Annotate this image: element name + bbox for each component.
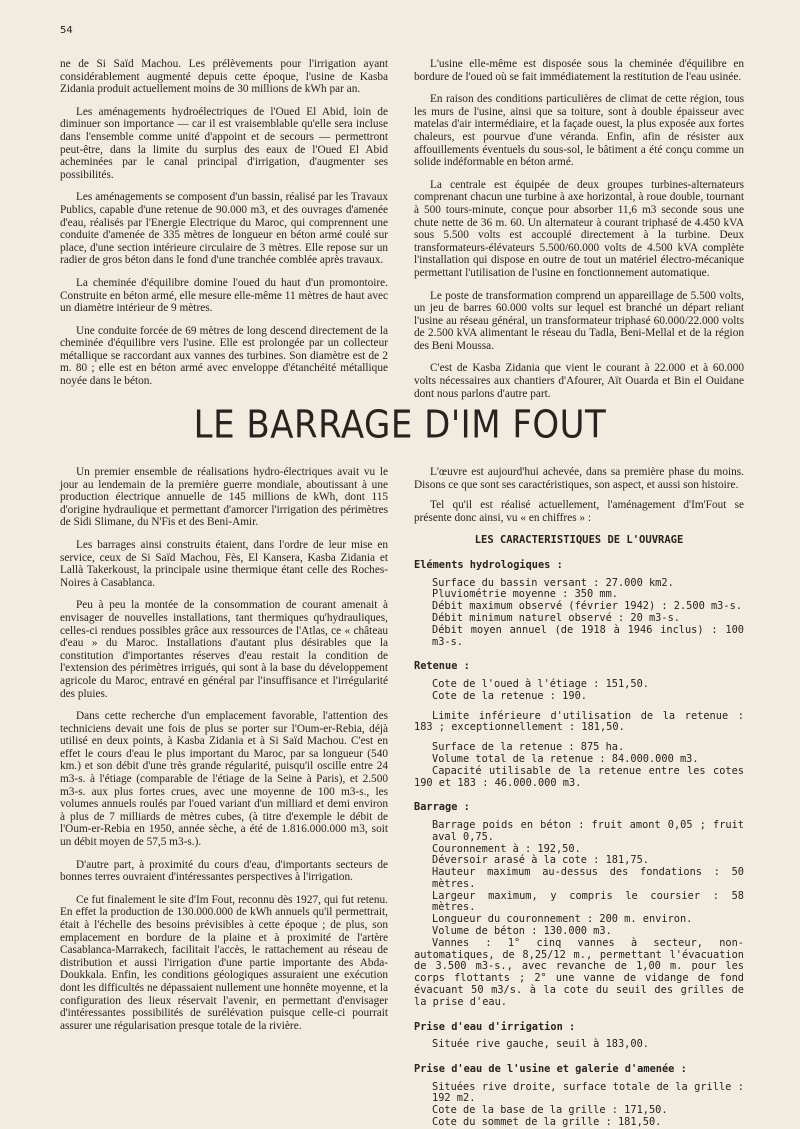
spec-line: Longueur du couronnement : 200 m. environ.: [432, 913, 693, 926]
paragraph: Une conduite forcée de 69 mètres de long descend directement de la cheminée d'équilibre vers l'usine. Elle est prolongée par un collecteur métallique se raccordant aux vannes des turbines. Son diamètre est de 2 m. 80 ; elle est en béton armé avec enveloppe d'étanchéité métallique noyée dans le béton.: [60, 324, 388, 388]
paragraph: La centrale est équipée de deux groupes turbines-alternateurs comprenant chacun une turbine à axe horizontal, à roue double, tournant à 500 tours-minute, conçue pour absorber 11,6 m3 seconde sous une chute nette de 36 m. 60. Un alternateur à courant triphasé de 4.450 kVA sous 5.500 volts est accouplé directement à la turbine. Deux transformateurs-élévateurs 5.500/60.000 volts de 4.500 kVA complète l'installation qui dispose en outre de tout un matériel électro-mécanique permettant l'utilisation de l'usine en fonctionnement automatique.: [414, 178, 744, 279]
spec-line: Largeur maximum, y compris le coursier : 58 mètres.: [432, 889, 744, 914]
paragraph: ne de Si Saïd Machou. Les prélèvements pour l'irrigation ayant considérablement augmenté depuis cette époque, l'usine de Kasba Zidania produit actuellement moins de 30 millions de kWh par an.: [60, 58, 388, 96]
spec-line: Limite inférieure d'utilisation de la retenue : 183 ; exceptionnellement : 181,50.: [414, 709, 744, 734]
paragraph: D'autre part, à proximité du cours d'eau, d'importants secteurs de bonnes terres ouvraient d'intéressantes perspectives à l'irrigation.: [60, 858, 388, 884]
spec-line: Pluviométrie moyenne : 350 mm.: [432, 588, 618, 601]
bottom-left-column: [60, 466, 388, 1042]
group-title-barrage: Barrage :: [414, 801, 470, 814]
paragraph: C'est de Kasba Zidania que vient le courant à 22.000 et à 60.000 volts nécessaires aux chantiers d'Afourer, Aït Ouarda et Bin el Ouidane dont nous parlons d'autre part.: [414, 362, 744, 400]
spec-line: Cote de l'oued à l'étiage : 151,50.: [432, 677, 649, 690]
group-title-hydrology: Eléments hydrologiques :: [414, 558, 563, 571]
group-title-prise-irrigation: Prise d'eau d'irrigation :: [414, 1020, 576, 1033]
paragraph: La cheminée d'équilibre domine l'oued du haut d'un promontoire. Construite en béton armé, elle mesure elle-même 11 mètres de haut avec un diamètre intérieur de 9 mètres.: [60, 276, 388, 315]
spec-line: Cote de la retenue : 190.: [432, 689, 587, 702]
top-right-column: [414, 58, 744, 410]
spec-line: Couronnement à : 192,50.: [432, 842, 581, 855]
paragraph: Ce fut finalement le site d'Im Fout, reconnu dès 1927, qui fut retenu. En effet la production de 130.000.000 de kWh annuels qu'il permettrait, était à l'échelle des besoins prévisibles à cette époque ; de plus, son emplacement en bordure de la plaine et à proximité de l'artère Casablanca-Marrakech, facilitait l'accès, le rattachement au réseau de distribution et aussi l'irrigation d'une partie importante des Abda-Doukkala. Enfin, les conditions géologiques assuraient une exécution dont les difficultés ne dépassaient nullement une honnête moyenne, et la configuration des lieux réservait l'avenir, en permettant d'envisager d'intéressantes possibilités de surélévation puisque celle-ci pourrait assurer une régularisation presque totale de la rivière.: [60, 893, 388, 1032]
spec-line: Volume total de la retenue : 84.000.000 m3.: [432, 752, 699, 765]
paragraph: En raison des conditions particulières de climat de cette région, tous les murs de l'usine, ainsi que sa toiture, sont à double épaisseur avec matelas d'air intermédiaire, et la façade ouest, la plus exposée aux fortes chaleurs, est pourvue d'une véranda. Enfin, afin de résister aux affouillements éventuels du sous-sol, le bâtiment a été conçu comme un solide indéformable en béton armé.: [414, 93, 744, 169]
paragraph: L'usine elle-même est disposée sous la cheminée d'équilibre en bordure de l'oued où se fait immédiatement la restitution de l'eau usinée.: [414, 58, 744, 83]
spec-line: Surface de la retenue : 875 ha.: [432, 741, 625, 754]
section-title: LES CARACTERISTIQUES DE L'OUVRAGE: [474, 534, 684, 547]
paragraph: Les barrages ainsi construits étaient, dans l'ordre de leur mise en service, ceux de Si Saïd Machou, Fès, El Kansera, Kasba Zidania et Lallà Takerkoust, la principale usine thermique étant celle des Roches-Noires à Casablanca.: [60, 538, 388, 589]
spec-line: Capacité utilisable de la retenue entre les cotes 190 et 183 : 46.000.000 m3.: [414, 764, 744, 789]
spec-line: Débit moyen annuel (de 1918 à 1946 inclus) : 100 m3-s.: [432, 623, 744, 648]
spec-line: Débit minimum naturel observé : 20 m3-s.: [432, 611, 680, 624]
spec-line: Situées rive droite, surface totale de la grille : 192 m2.: [432, 1080, 744, 1105]
paragraph: Un premier ensemble de réalisations hydro-électriques avait vu le jour au lendemain de la première guerre mondiale, aboutissant à une production électrique annuelle de 145 millions de kWh, dont 115 d'origine hydraulique et permettant d'amorcer l'irrigation des périmètres de Sidi Slimane, du N'Fis et des Beni-Amir.: [60, 466, 388, 529]
spec-line: Cote de la base de la grille : 171,50.: [432, 1104, 668, 1117]
spec-line: Cote du sommet de la grille : 181,50.: [432, 1116, 662, 1129]
paragraph: Les aménagements hydroélectriques de l'Oued El Abid, loin de diminuer son importance — car il est vraisemblable qu'elle sera incluse dans l'ensemble comme unité d'appoint et de secours — permettront peut-être, dans la limite du surplus des eaux de l'Oued El Abid acheminées par le canal principal d'irrigation, d'augmenter ses possibilités.: [60, 105, 388, 181]
spec-line: Hauteur maximum au-dessus des fondations : 50 mètres.: [432, 866, 744, 890]
page-number: 54: [60, 25, 73, 36]
paragraph: Le poste de transformation comprend un appareillage de 5.500 volts, un jeu de barres 60.000 volts sur lequel est branché un départ reliant l'usine au réseau général, un transformateur triphasé 60.000/22.000 volts de 2.500 kVA alimentant le réseau du Tadla, Beni-Mellal et de la région des Beni Moussa.: [414, 289, 744, 352]
spec-line: Débit maximum observé (février 1942) : 2.500 m3-s.: [432, 600, 742, 613]
spec-line: Déversoir arasé à la cote : 181,75.: [432, 854, 649, 867]
bottom-right-column: [414, 466, 744, 1129]
group-title-prise-usine: Prise d'eau de l'usine et galerie d'amenée :: [414, 1063, 687, 1076]
paragraph: Peu à peu la montée de la consommation de courant amenait à envisager de nouvelles installations, tant thermiques qu'hydrauliques, celles-ci rendues possibles grâce aux ressources de l'Atlas, ce « château d'eau » du Maroc. Installations d'autant plus désirables que la constitution d'importantes réserves d'eau restait la condition de l'extension des périmètres irrigués, qui sont à la base du développement agricole du Maroc, entravé en général par l'insuffisance et l'irrégularité des pluies.: [60, 599, 388, 700]
spec-line: Vannes : 1° cinq vannes à secteur, non-automatiques, de 8,25/12 m., permettant l'évacuation de 3.500 m3-s., avec revanche de 1,00 m. pour les corps flottants ; 2° une vanne de vidange de fond évacuant 50 m3/s. à la cote du seuil des grilles de la prise d'eau.: [414, 936, 744, 1008]
spec-line: Surface du bassin versant : 27.000 km2.: [432, 576, 674, 589]
spec-line: Volume de béton : 130.000 m3.: [432, 925, 612, 938]
top-left-column: [60, 58, 388, 398]
group-title-retenue: Retenue :: [414, 660, 470, 673]
paragraph: Les aménagements se composent d'un bassin, réalisé par les Travaux Publics, capable d'une retenue de 90.000 m3, et des ouvrages d'amenée d'eau, réalisés par l'Energie Electrique du Maroc, qui comprennent une conduite d'amenée de 335 mètres de longueur en béton armé coulé sur place, d'une section intérieure circulaire de 3 mètres. Elle repose sur un radier de gros béton dans le fond d'une tranchée comblée après travaux.: [60, 191, 388, 267]
paragraph: L'œuvre est aujourd'hui achevée, dans sa première phase du moins. Disons ce que sont ses caractéristiques, son aspect, et aussi son histoire.: [414, 466, 744, 491]
paragraph: Dans cette recherche d'un emplacement favorable, l'attention des techniciens devait une fois de plus se porter sur l'Oum-er-Rebia, déjà utilisé en deux points, à Kasba Zidania et à Si Saïd Machou. C'est en effet le cours d'eau le plus important du Maroc, par sa longueur (540 km.) et son débit d'une très grande régularité, puisqu'il oscille entre 24 m3-s. à l'étiage (comparable de l'étiage de la Seine à Paris), et 2.500 m3-s. aux plus fortes crues, avec une moyenne de 100 m3-s., les volumes annuels roulés par l'oued variant d'un milliard et demi environ à plus de 7 milliards de mètres cubes, (à titre d'exemple le débit de l'Oum-er-Rebia en 1950, année sèche, a été de 1.816.000.000 m3, soit un débit moyen de 57,5 m3-s.).: [60, 710, 388, 849]
article-headline: LE BARRAGE D'IM FOUT: [193, 402, 607, 448]
spec-line: Située rive gauche, seuil à 183,00.: [432, 1038, 649, 1051]
spec-line: Barrage poids en béton : fruit amont 0,05 ; fruit aval 0,75.: [432, 818, 744, 843]
paragraph: Tel qu'il est réalisé actuellement, l'aménagement d'Im'Fout se présente donc ainsi, vu « en chiffres » :: [414, 499, 744, 524]
